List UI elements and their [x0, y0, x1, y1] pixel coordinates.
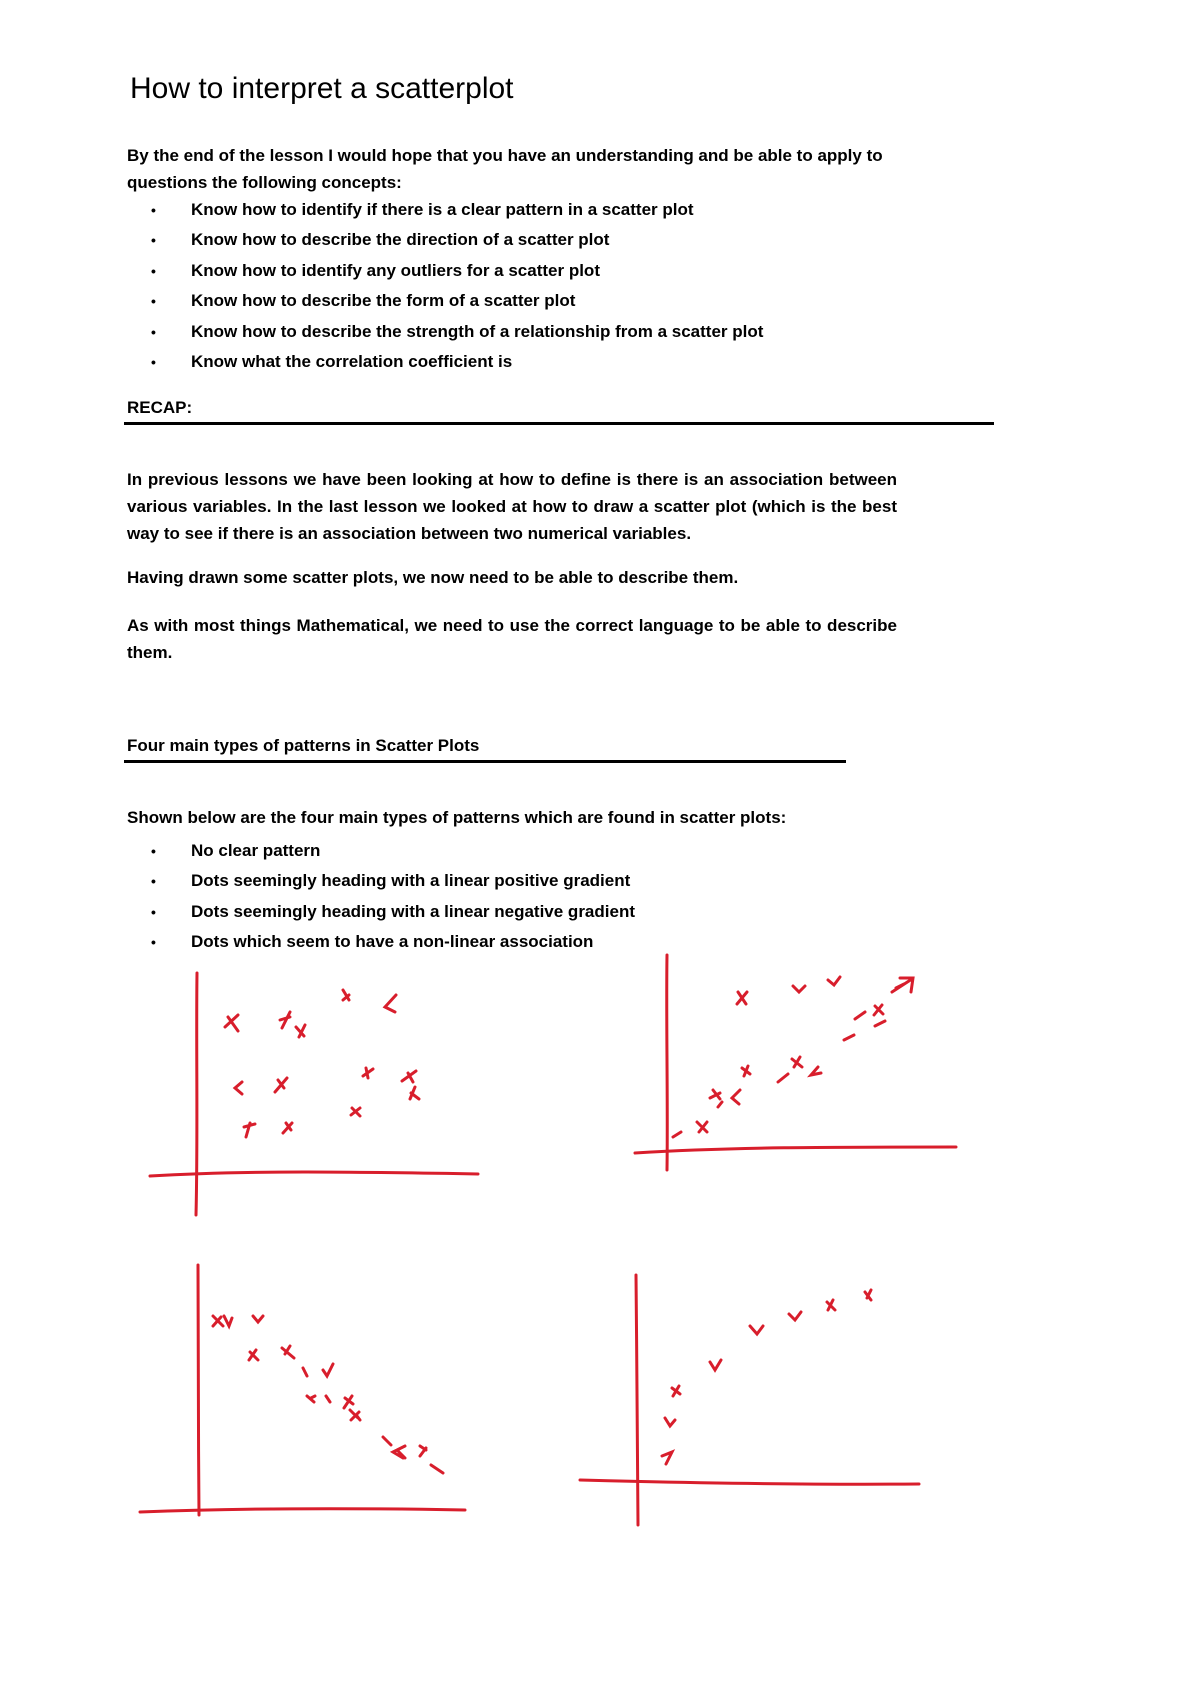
positive-scatter-sketch: [630, 950, 960, 1180]
list-item: • Know what the correlation coefficient is: [151, 351, 513, 371]
recap-heading: RECAP:: [127, 398, 193, 417]
y-axis-line: [196, 973, 197, 1215]
list-item: • No clear pattern: [151, 841, 321, 860]
plotted-crosses: [213, 1316, 443, 1473]
patterns-intro: Shown below are the four main types of patterns which are found in scatter plots:: [127, 808, 787, 827]
list-item: • Know how to identify any outliers for a scatter plot: [151, 260, 600, 280]
x-axis-line: [150, 1172, 478, 1176]
sketch-no-clear-pattern: [140, 965, 490, 1225]
patterns-heading: Four main types of patterns in Scatter Plots: [127, 736, 480, 755]
plotted-crosses: [662, 1290, 871, 1464]
plotted-crosses: [673, 977, 913, 1137]
x-axis-line: [140, 1509, 465, 1512]
non-linear-scatter-sketch: [575, 1270, 930, 1530]
list-item: • Dots which seem to have a non-linear association: [151, 932, 594, 952]
page-title: How to interpret a scatterplot: [130, 72, 514, 105]
patterns-list: [127, 836, 635, 958]
list-item: • Know how to describe the strength of a relationship from a scatter plot: [151, 321, 764, 341]
no-pattern-scatter-sketch: [140, 965, 490, 1225]
x-axis-line: [580, 1480, 919, 1484]
negative-scatter-sketch: [135, 1260, 475, 1520]
sketch-positive-gradient: [630, 950, 960, 1180]
list-item: • Dots seemingly heading with a linear negative gradient: [151, 901, 635, 921]
list-item: • Dots seemingly heading with a linear positive gradient: [151, 871, 631, 891]
list-item: • Know how to identify if there is a clear pattern in a scatter plot: [151, 200, 694, 219]
recap-divider: [124, 422, 994, 425]
patterns-divider: [124, 760, 846, 763]
plotted-crosses: [225, 990, 419, 1137]
sketch-negative-gradient: [135, 1260, 475, 1520]
list-item: • Know how to describe the direction of a scatter plot: [151, 230, 610, 250]
intro-text: By the end of the lesson I would hope that you have an understanding and be able to apply to questions the following concepts:: [127, 146, 883, 192]
y-axis-line: [667, 955, 668, 1170]
recap-paragraph-1: In previous lessons we have been looking at how to define is there is an association between various variables. In the last lesson we looked at how to draw a scatter plot (which is the best way to see if there is an association between two numerical variables.: [127, 470, 897, 543]
x-axis-line: [635, 1147, 956, 1153]
objectives-list: [127, 195, 763, 377]
recap-paragraph-3: As with most things Mathematical, we need to use the correct language to be able to describe them.: [127, 616, 897, 662]
list-item: • Know how to describe the form of a scatter plot: [151, 291, 576, 311]
y-axis-line: [636, 1275, 638, 1525]
recap-paragraph-2: Having drawn some scatter plots, we now need to be able to describe them.: [127, 568, 739, 587]
sketch-non-linear: [575, 1270, 930, 1530]
y-axis-line: [198, 1265, 199, 1515]
